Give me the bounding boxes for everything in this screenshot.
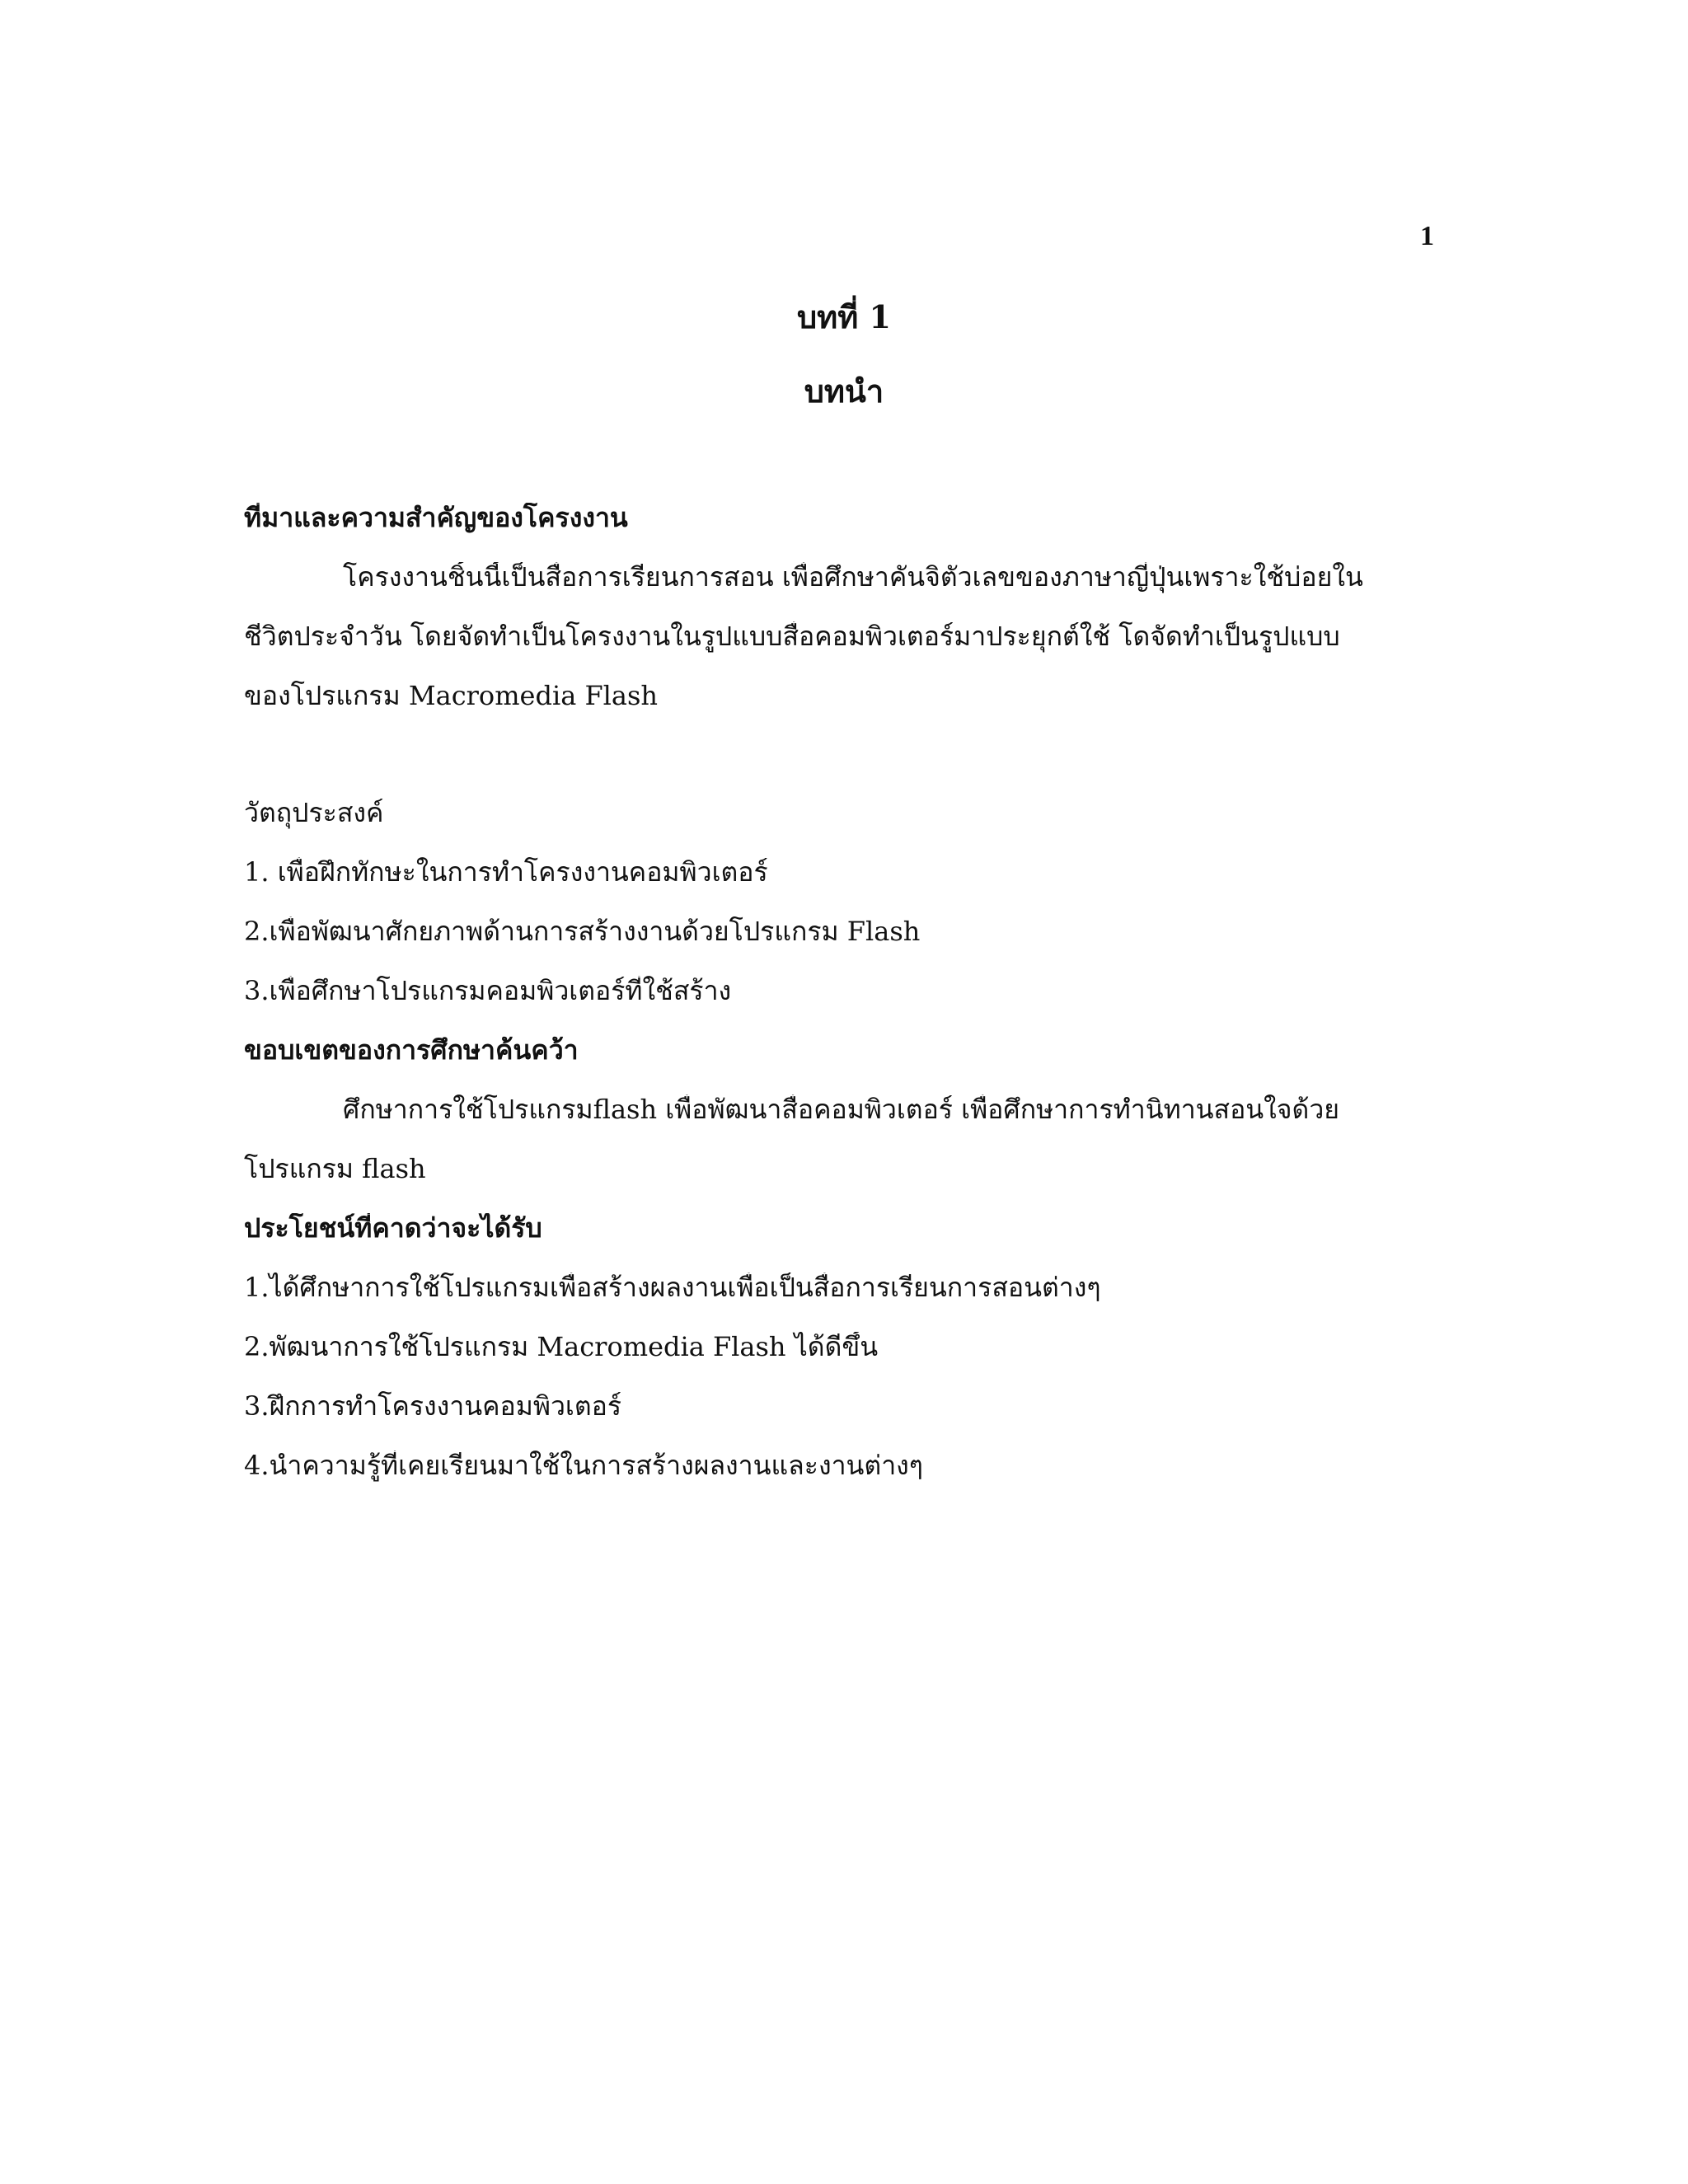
paragraph-line: ชีวิตประจำวัน โดยจัดทำเป็นโครงงานในรูปแบบสื่อคอมพิวเตอร์มาประยุกต์ใช้ โดจัดทำเป็นรูปแบบ — [244, 621, 1340, 652]
paragraph-line: โปรแกรม flash — [244, 1154, 426, 1184]
page-number: 1 — [1420, 221, 1434, 251]
paragraph-line: ศึกษาการใช้โปรแกรมflash เพื่อพัฒนาสื่อคอมพิวเตอร์ เพื่อศึกษาการทำนิทานสอนใจด้วย — [343, 1094, 1340, 1125]
paragraph-line: โครงงานชิ้นนี้เป็นสื่อการเรียนการสอน เพื่อศึกษาคันจิตัวเลขของภาษาญี่ปุ่นเพราะใช้บ่อยใน — [343, 562, 1363, 593]
list-item: 3.ฝึกการทำโครงงานคอมพิวเตอร์ — [244, 1391, 622, 1422]
paragraph-line: ของโปรแกรม Macromedia Flash — [244, 681, 658, 711]
list-item: 1. เพื่อฝึกทักษะในการทำโครงงานคอมพิวเตอร์ — [244, 857, 768, 888]
list-item: 4.นำความรู้ที่เคยเรียนมาใช้ในการสร้างผลงานและงานต่างๆ — [244, 1451, 923, 1481]
document-body — [244, 503, 1431, 1510]
chapter-subtitle: บทนำ — [804, 373, 884, 410]
benefits-heading: ประโยชน์ที่คาดว่าจะได้รับ — [244, 1213, 542, 1244]
objectives-heading: วัตถุประสงค์ — [244, 798, 384, 828]
list-item: 2.เพื่อพัฒนาศักยภาพด้านการสร้างงานด้วยโปรแกรม Flash — [244, 916, 921, 947]
chapter-title: บทที่ 1 — [797, 298, 891, 335]
list-item: 1.ได้ศึกษาการใช้โปรแกรมเพื่อสร้างผลงานเพื่อเป็นสื่อการเรียนการสอนต่างๆ — [244, 1272, 1101, 1303]
list-item: 3.เพื่อศึกษาโปรแกรมคอมพิวเตอร์ที่ใช้สร้าง — [244, 976, 732, 1006]
section-gap — [244, 740, 1431, 798]
scope-heading: ขอบเขตของการศึกษาค้นคว้า — [244, 1035, 579, 1066]
background-heading: ที่มาและความสำคัญของโครงงาน — [244, 503, 628, 533]
list-item: 2.พัฒนาการใช้โปรแกรม Macromedia Flash ได้ดีขึ้น — [244, 1332, 879, 1362]
